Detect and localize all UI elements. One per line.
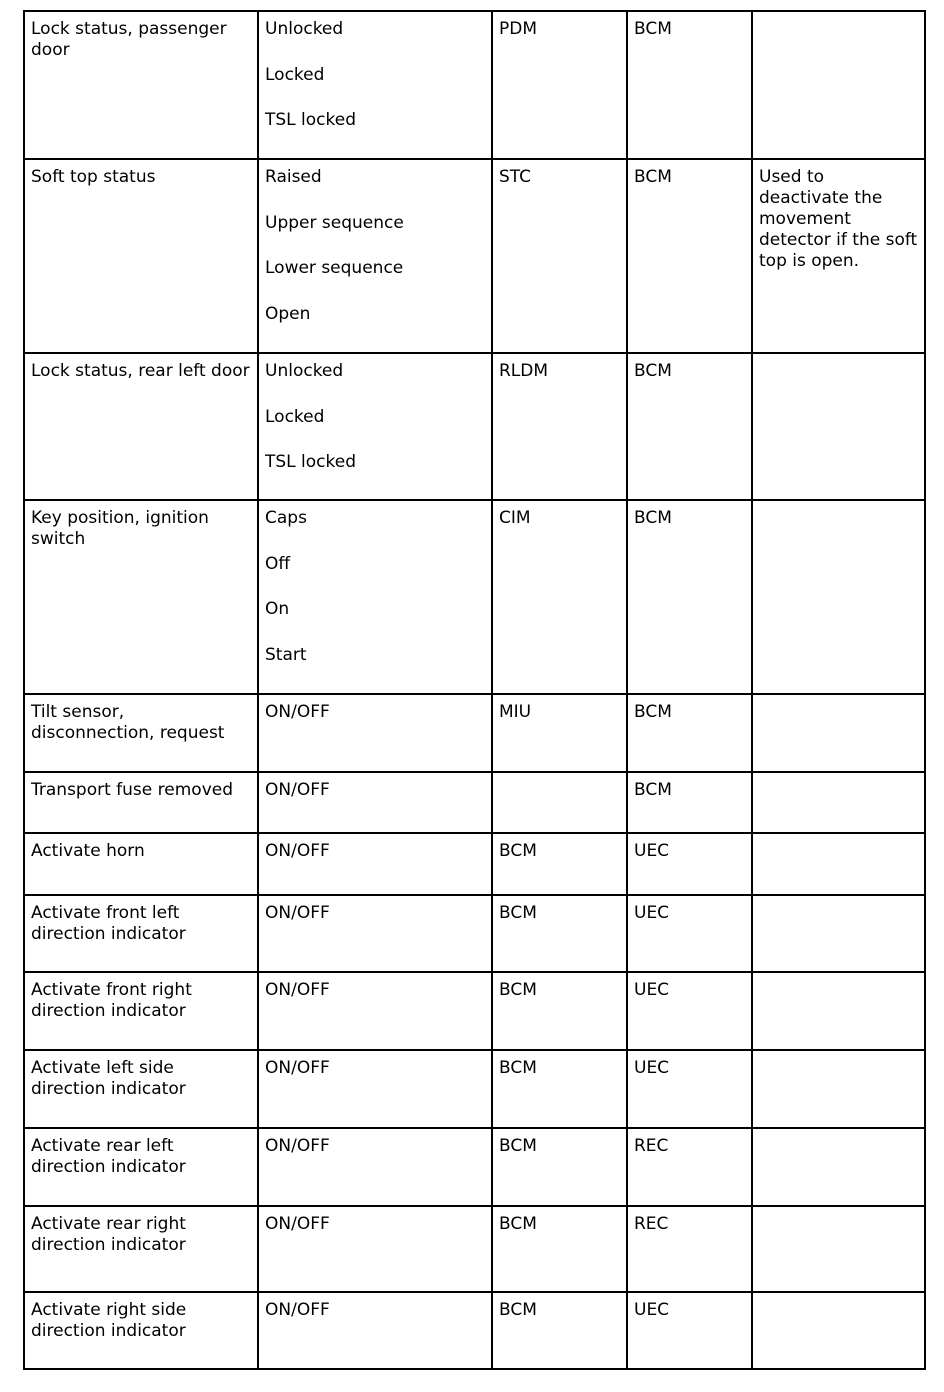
signal-value: ON/OFF (265, 1058, 330, 1078)
signal-value: TSL locked (265, 452, 357, 472)
table-row (24, 159, 925, 353)
receiver-cell: REC (627, 1128, 752, 1206)
signal-value: Off (265, 553, 291, 574)
signal-value: Upper sequence (265, 212, 404, 233)
table-row (24, 1128, 925, 1206)
signal-value: ON/OFF (265, 1136, 330, 1156)
table-row (24, 833, 925, 895)
sender-cell: CIM (492, 500, 627, 694)
receiver-cell: REC (627, 1206, 752, 1292)
receiver-cell: UEC (627, 1050, 752, 1128)
signal-value: Unlocked (265, 361, 344, 381)
signal-values-cell (258, 159, 492, 353)
table-row (24, 895, 925, 972)
signal-value: TSL locked (265, 110, 357, 130)
signal-name-cell: Activate rear left direction indicator (24, 1128, 258, 1206)
receiver-cell: BCM (627, 159, 752, 353)
signal-values-cell (258, 1292, 492, 1369)
sender-cell: BCM (492, 972, 627, 1050)
sender-cell: MIU (492, 694, 627, 772)
signal-name-cell: Activate right side direction indicator (24, 1292, 258, 1369)
note-cell (752, 353, 925, 500)
signal-name-cell: Activate front left direction indicator (24, 895, 258, 972)
signal-value: ON/OFF (265, 1300, 330, 1320)
signal-value: Locked (265, 406, 325, 427)
signal-values-cell (258, 11, 492, 159)
signal-values-cell (258, 500, 492, 694)
signal-values-cell (258, 772, 492, 833)
signal-value: Start (265, 644, 307, 665)
signal-name-cell: Lock status, rear left door (24, 353, 258, 500)
note-cell (752, 1050, 925, 1128)
receiver-cell: UEC (627, 895, 752, 972)
signal-values-cell (258, 1050, 492, 1128)
table-row (24, 772, 925, 833)
signal-value: ON/OFF (265, 1214, 330, 1234)
sender-cell: BCM (492, 1206, 627, 1292)
sender-cell: BCM (492, 1292, 627, 1369)
sender-cell: PDM (492, 11, 627, 159)
signal-values-cell (258, 895, 492, 972)
note-cell (752, 694, 925, 772)
note-cell (752, 1292, 925, 1369)
signal-value: Open (265, 303, 311, 324)
sender-cell: BCM (492, 1128, 627, 1206)
table-row (24, 500, 925, 694)
table-row (24, 11, 925, 159)
signal-value: Locked (265, 64, 325, 85)
signal-value: ON/OFF (265, 702, 330, 722)
note-cell (752, 833, 925, 895)
signal-name-cell: Lock status, passenger door (24, 11, 258, 159)
receiver-cell: UEC (627, 972, 752, 1050)
signal-value: On (265, 599, 290, 619)
signal-name-cell: Tilt sensor, disconnection, request (24, 694, 258, 772)
sender-cell (492, 772, 627, 833)
receiver-cell: BCM (627, 353, 752, 500)
signal-name-cell: Activate rear right direction indicator (24, 1206, 258, 1292)
sender-cell: BCM (492, 895, 627, 972)
signal-value: Raised (265, 167, 322, 187)
sender-cell: BCM (492, 833, 627, 895)
signal-table (23, 10, 926, 1370)
table-row (24, 1050, 925, 1128)
table-row (24, 694, 925, 772)
note-cell (752, 500, 925, 694)
note-cell: Used to deactivate the movement detector if the soft top is open. (752, 159, 925, 353)
signal-name-cell: Activate front right direction indicator (24, 972, 258, 1050)
note-cell (752, 1206, 925, 1292)
note-cell (752, 11, 925, 159)
signal-values-cell (258, 353, 492, 500)
signal-name-cell: Transport fuse removed (24, 772, 258, 833)
signal-values-cell (258, 1128, 492, 1206)
signal-name-cell: Soft top status (24, 159, 258, 353)
note-cell (752, 1128, 925, 1206)
table-row (24, 972, 925, 1050)
signal-values-cell (258, 972, 492, 1050)
signal-value: ON/OFF (265, 780, 330, 800)
signal-value: ON/OFF (265, 903, 330, 923)
table-row (24, 1206, 925, 1292)
receiver-cell: BCM (627, 11, 752, 159)
signal-value: Caps (265, 508, 307, 528)
sender-cell: RLDM (492, 353, 627, 500)
table-row (24, 1292, 925, 1369)
note-cell (752, 772, 925, 833)
signal-name-cell: Activate horn (24, 833, 258, 895)
receiver-cell: UEC (627, 1292, 752, 1369)
signal-value: Unlocked (265, 19, 344, 39)
signal-value: ON/OFF (265, 841, 330, 861)
receiver-cell: BCM (627, 500, 752, 694)
sender-cell: BCM (492, 1050, 627, 1128)
receiver-cell: BCM (627, 772, 752, 833)
sender-cell: STC (492, 159, 627, 353)
note-cell (752, 895, 925, 972)
signal-name-cell: Key position, ignition switch (24, 500, 258, 694)
signal-value: ON/OFF (265, 980, 330, 1000)
signal-value: Lower sequence (265, 258, 404, 278)
signal-values-cell (258, 833, 492, 895)
signal-values-cell (258, 1206, 492, 1292)
signal-name-cell: Activate left side direction indicator (24, 1050, 258, 1128)
table-row (24, 353, 925, 500)
note-cell (752, 972, 925, 1050)
receiver-cell: UEC (627, 833, 752, 895)
signal-values-cell (258, 694, 492, 772)
receiver-cell: BCM (627, 694, 752, 772)
